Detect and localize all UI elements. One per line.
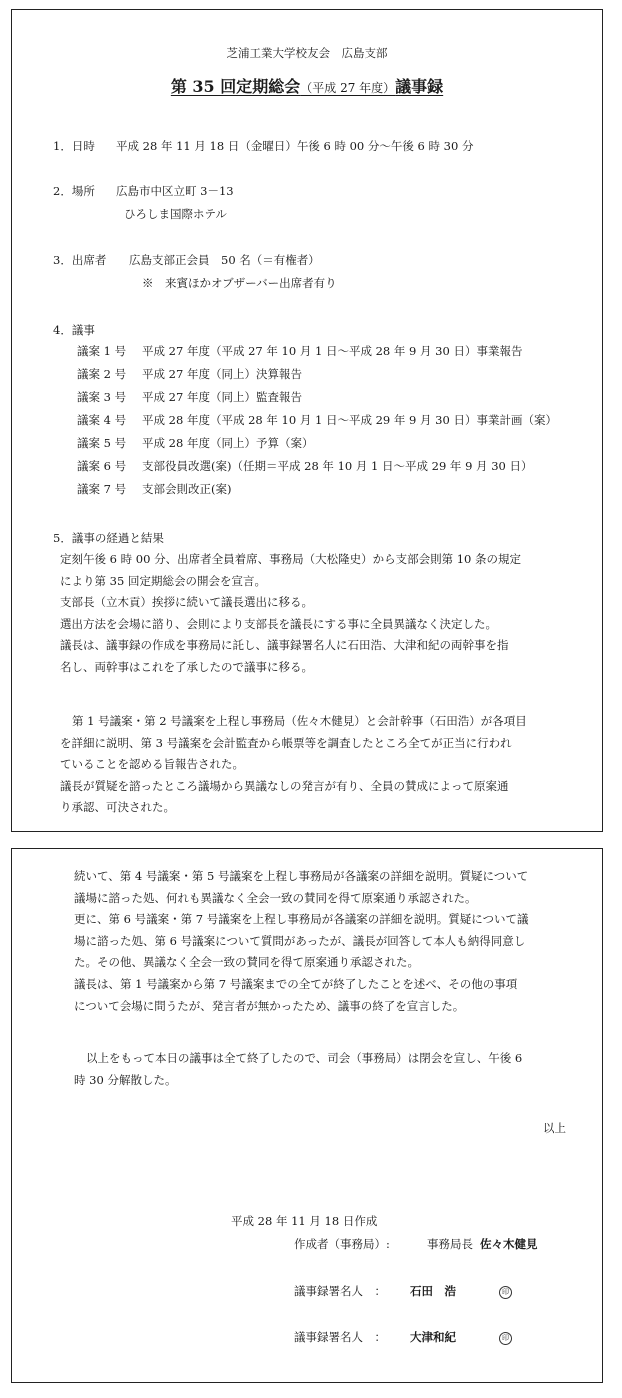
document-page-1 <box>11 9 603 832</box>
author-label: 作成者（事務局）: <box>294 1237 390 1251</box>
agenda-item: 議案 2 号 平成 27 年度（同上）決算報告 <box>77 367 302 381</box>
agenda-list <box>77 341 557 500</box>
proceedings-paragraph-1: 定刻午後 6 時 00 分、出席者全員着席、事務局（大松隆史）から支部会則第 10 条の規定 により第 35 回定期総会の開会を宣言。 支部長（立木貢）挨拶に続いて議長選出に移る。 選出方法を会場に諮り、会則により支部長を議長にする事に全員異議なく決定した。 議長は、議事録の作成を事務局に託し、議事録署名人に石田浩、大津和紀の両幹事を指 名し、両幹事はこれを了承したので議事に移る。 <box>60 552 522 674</box>
author-title: 事務局長 <box>427 1237 473 1251</box>
organization-name: 芝浦工業大学校友会 広島支部 <box>226 46 388 60</box>
date-label: 1．日時 <box>53 139 95 153</box>
seal-1-icon: 印 <box>499 1284 512 1299</box>
document-title <box>12 77 602 98</box>
proceedings-paragraph-2: 第 1 号議案・第 2 号議案を上程し事務局（佐々木健見）と会計幹事（石田浩）が各項目 を詳細に説明、第 3 号議案を会計監査から帳票等を調査したところ全てが正当に行われ ていることを認める旨報告された。 議長が質疑を諮ったところ議場から異議なしの発言が有り、全員の賛成によって原案通 り承認、可決された。 <box>60 714 527 814</box>
closing-word: 以上 <box>543 1121 566 1135</box>
proceedings-label: 5．議事の経過と結果 <box>53 531 164 545</box>
signer-1-label: 議事録署名人 ： <box>294 1284 386 1298</box>
created-date: 平成 28 年 11 月 18 日作成 <box>231 1214 378 1228</box>
signer-1-name: 石田 浩 <box>410 1284 456 1298</box>
agenda-item: 議案 6 号 支部役員改選(案)（任期＝平成 28 年 10 月 1 日～平成 29 年 9 月 30 日） <box>77 459 533 473</box>
title-end: 議事録 <box>395 77 444 96</box>
venue-name: ひろしま国際ホテル <box>124 207 227 221</box>
agenda-item: 議案 1 号 平成 27 年度（平成 27 年 10 月 1 日～平成 28 年 9 月 30 日）事業報告 <box>77 344 523 358</box>
attendees-label: 3．出席者 <box>53 253 107 267</box>
agenda-item: 議案 4 号 平成 28 年度（平成 28 年 10 月 1 日～平成 29 年 9 月 30 日）事業計画（案） <box>77 413 557 427</box>
signer-2-label: 議事録署名人 ： <box>294 1330 386 1344</box>
agenda-item: 議案 5 号 平成 28 年度（同上）予算（案） <box>77 436 314 450</box>
seal-2-icon: 印 <box>499 1330 512 1345</box>
attendees-note: ※ 来賓ほかオブザーバー出席者有り <box>142 276 337 290</box>
title-main: 第 35 回定期総会 <box>170 77 301 96</box>
author-name: 佐々木健見 <box>480 1237 538 1251</box>
place-value: 広島市中区立町 3－13 <box>116 184 234 198</box>
agenda-item: 議案 3 号 平成 27 年度（同上）監査報告 <box>77 390 302 404</box>
place-label: 2．場所 <box>53 184 95 198</box>
agenda-label: 4．議事 <box>53 323 95 337</box>
date-value: 平成 28 年 11 月 18 日（金曜日）午後 6 時 00 分～午後 6 時 30 分 <box>116 139 474 153</box>
attendees-value: 広島支部正会員 50 名（＝有権者） <box>129 253 320 267</box>
document-page-2 <box>11 848 603 1383</box>
signer-2-name: 大津和紀 <box>410 1330 456 1344</box>
proceedings-paragraph-3: 続いて、第 4 号議案・第 5 号議案を上程し事務局が各議案の詳細を説明。質疑について 議場に諮った処、何れも異議なく全会一致の賛同を得て原案通り承認された。 更に、第 6 号議案・第 7 号議案を上程し事務局が各議案の詳細を説明。質疑について議 場に諮った処、第 6 号議案について質問があったが、議長が回答して本人も納得同意し た。その他、異議なく全会一致の賛同を得て原案通り承認された。 議長は、第 1 号議案から第 7 号議案までの全てが終了したことを述べ、その他の事項 について会場に問うたが、発言者が無かったため、議事の終了を宣言した。 <box>74 869 529 1013</box>
agenda-item: 議案 7 号 支部会則改正(案) <box>77 482 232 496</box>
proceedings-paragraph-4: 以上をもって本日の議事は全て終了したので、司会（事務局）は閉会を宣し、午後 6 時 30 分解散した。 <box>74 1051 523 1087</box>
title-sub: （平成 27 年度） <box>300 81 396 95</box>
